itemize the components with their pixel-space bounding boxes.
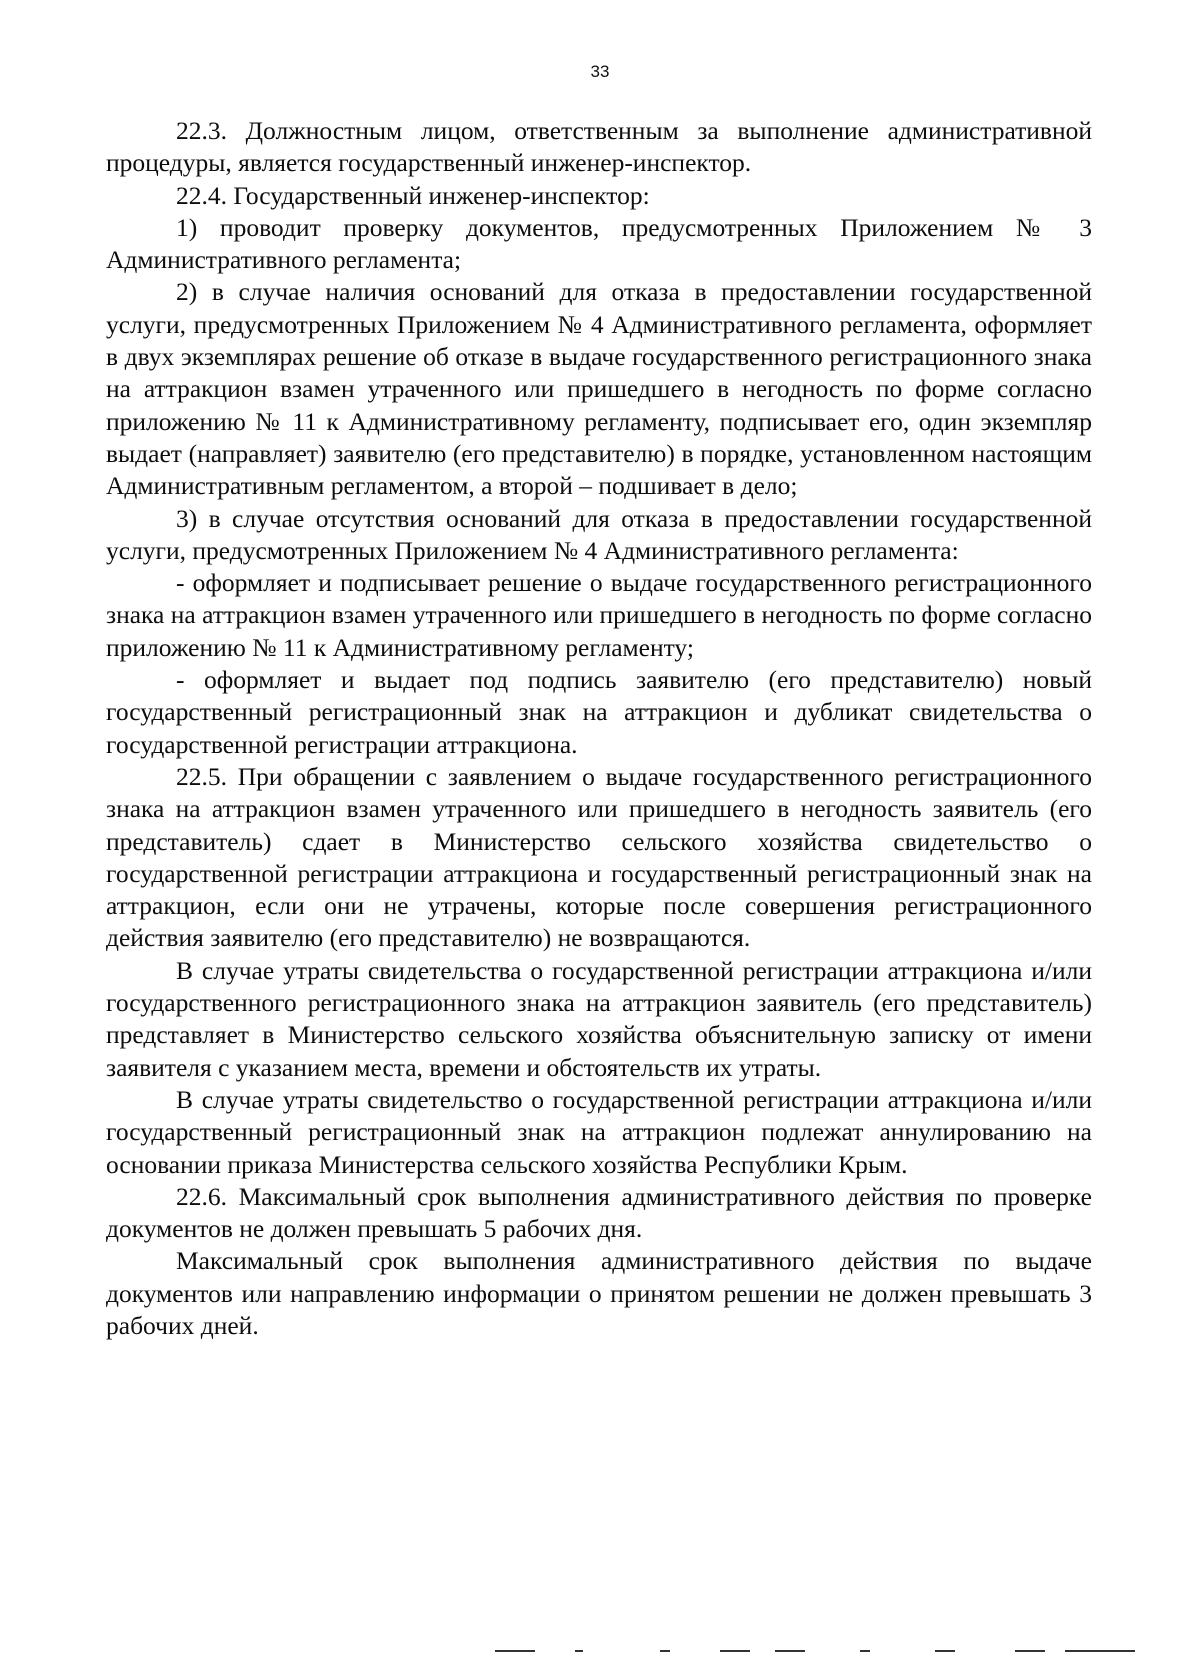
paragraph-22-4-item-1: 1) проводит проверку документов, предусмотренных Приложением № 3 Административного регламента;: [106, 212, 1092, 275]
paragraph-annulment: В случае утраты свидетельство о государственной регистрации аттракциона и/или государственный регистрационный знак на аттракцион подлежат аннулированию на основании приказа Министерства сельского хозяйства Республики Крым.: [106, 1084, 1092, 1179]
paragraph-22-6: 22.6. Максимальный срок выполнения административного действия по проверке документов не должен превышать 5 рабочих дня.: [106, 1181, 1092, 1244]
paragraph-22-4: 22.4. Государственный инженер-инспектор:: [176, 180, 650, 210]
paragraph-22-4-item-3: 3) в случае отсутствия оснований для отказа в предоставлении государственной услуги, предусмотренных Приложением № 4 Административного регламента:: [106, 503, 1092, 565]
paragraph-22-4-item-2: 2) в случае наличия оснований для отказа в предоставлении государственной услуги, предусмотренных Приложением № 4 Административного регламента, оформляет в двух экземплярах решение об отказе в выдаче государственного регистрационного знака на аттракцион взамен утраченного или пришедшего в негодность по форме согласно приложению № 11 к Административному регламенту, подписывает его, один экземпляр выдает (направляет) заявителю (его представителю) в порядке, установленном настоящим Административным регламентом, а второй – подшивает в дело;: [106, 277, 1092, 501]
paragraph-22-5: 22.5. При обращении с заявлением о выдаче государственного регистрационного знака на аттракцион взамен утраченного или пришедшего в негодность заявитель (его представитель) сдает в Министерство сельского хозяйства свидетельство о государственной регистрации аттракциона и государственный регистрационный знак на аттракцион, если они не утрачены, которые после совершения регистрационного действия заявителю (его представителю) не возвращаются.: [106, 761, 1092, 953]
paragraph-max-term: Максимальный срок выполнения административного действия по выдаче документов или направлению информации о принятом решении не должен превышать 3 рабочих дней.: [106, 1246, 1092, 1340]
scan-artifact-lines: [495, 1650, 1145, 1656]
paragraph-22-4-item-3-bullet-2: - оформляет и выдает под подпись заявителю (его представителю) новый государственный регистрационный знак на аттракцион и дубликат свидетельства о государственной регистрации аттракциона.: [106, 665, 1092, 759]
paragraph-22-4-item-3-bullet-1: - оформляет и подписывает решение о выдаче государственного регистрационного знака на аттракцион взамен утраченного или пришедшего в негодность по форме согласно приложению № 11 к Административному регламенту;: [106, 568, 1092, 662]
paragraph-22-3: 22.3. Должностным лицом, ответственным за выполнение административной процедуры, является государственный инженер-инспектор.: [106, 116, 1092, 178]
paragraph-loss-explanation: В случае утраты свидетельства о государственной регистрации аттракциона и/или государственного регистрационного знака на аттракцион заявитель (его представитель) представляет в Министерство сельского хозяйства объяснительную записку от имени заявителя с указанием места, времени и обстоятельств их утраты.: [106, 955, 1092, 1082]
page-number: 33: [590, 62, 610, 81]
document-body: [106, 115, 1092, 1342]
